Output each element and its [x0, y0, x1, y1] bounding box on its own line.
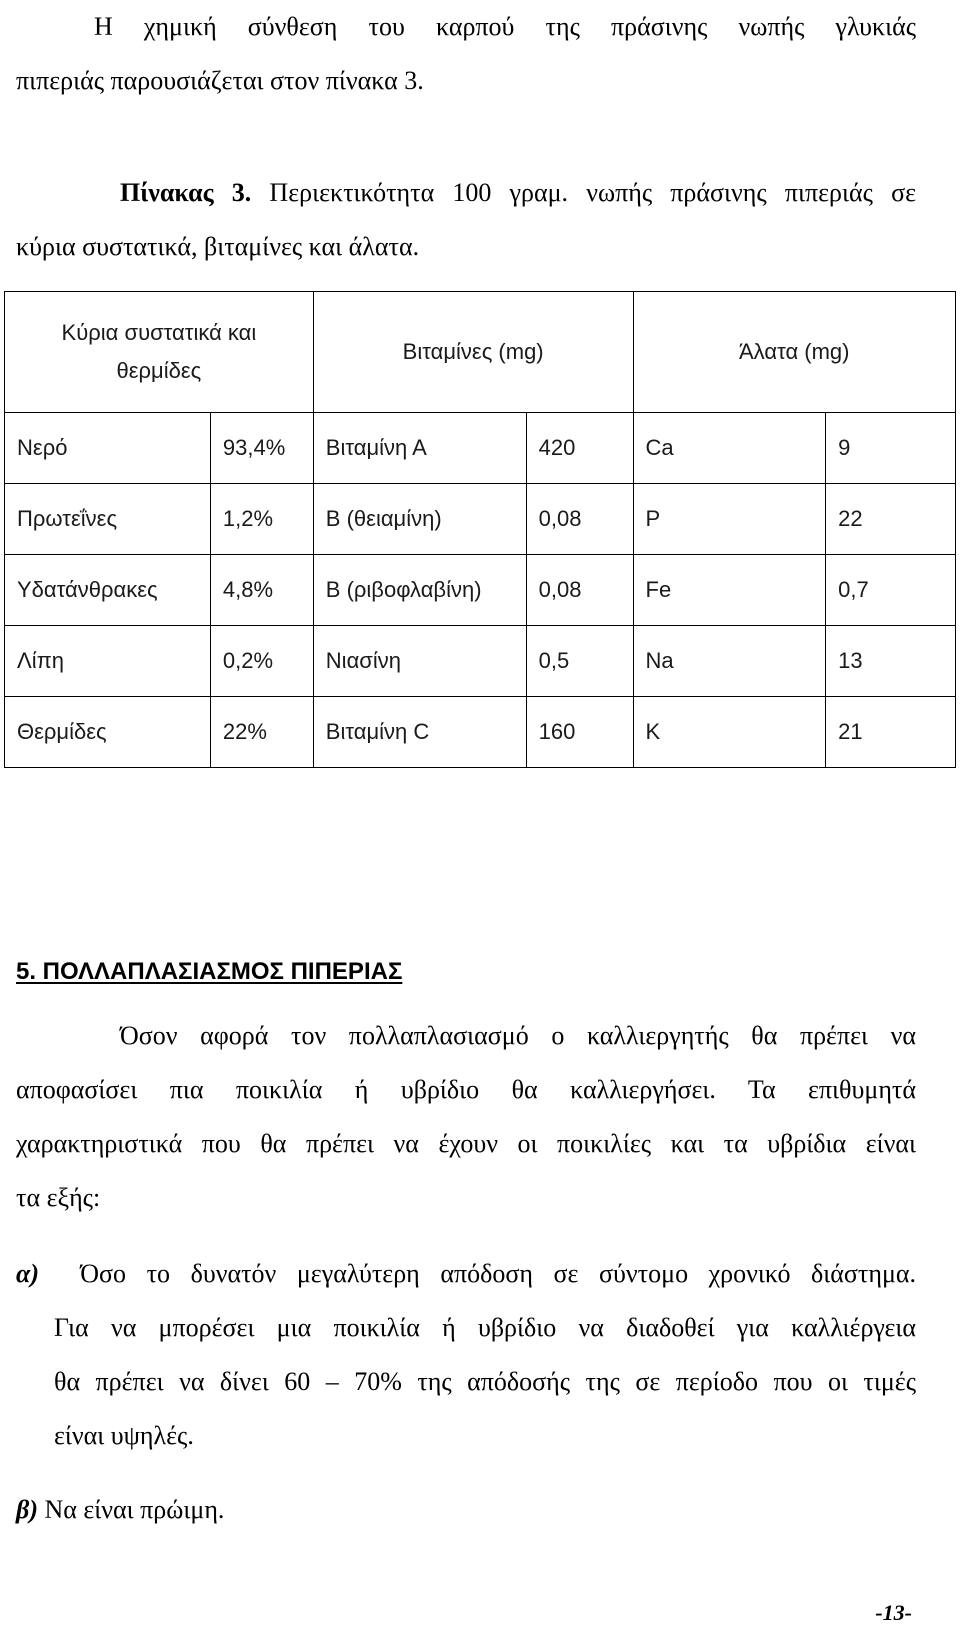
- header-main-line-1: Κύρια συστατικά και: [61, 320, 257, 345]
- cell-mineral-value: 21: [826, 697, 956, 768]
- caption-label: Πίνακας 3.: [120, 178, 252, 207]
- cell-mineral: K: [633, 697, 826, 768]
- cell-mineral-value: 0,7: [826, 555, 956, 626]
- cell-mineral: Ca: [633, 413, 826, 484]
- cell-name: Πρωτεΐνες: [5, 484, 211, 555]
- cell-vitamin: Νιασίνη: [313, 626, 526, 697]
- caption-line-1: [16, 166, 916, 220]
- cell-name: Θερμίδες: [5, 697, 211, 768]
- cell-vitamin: Β (ριβοφλαβίνη): [313, 555, 526, 626]
- para-line-4: τα εξής:: [16, 1183, 101, 1212]
- cell-value: 1,2%: [210, 484, 313, 555]
- item-a-line-4: είναι υψηλές.: [54, 1421, 194, 1450]
- intro-line-2: πιπεριάς παρουσιάζεται στον πίνακα 3.: [16, 66, 424, 95]
- item-a-label: α): [16, 1259, 40, 1288]
- para-line-3: χαρακτηριστικά που θα πρέπει να έχουν οι ποικιλίες και τα υβρίδια είναι: [16, 1129, 916, 1158]
- cell-mineral: P: [633, 484, 826, 555]
- section-heading: 5. ΠΟΛΛΑΠΛΑΣΙΑΣΜΟΣ ΠΙΠΕΡΙΑΣ: [16, 958, 403, 985]
- cell-vitamin-value: 420: [526, 413, 633, 484]
- nutrition-table: [4, 291, 956, 768]
- item-a-text-1: Όσο το δυνατόν μεγαλύτερη απόδοση σε σύντομο χρονικό διάστημα.: [80, 1259, 917, 1288]
- table-row: [5, 626, 956, 697]
- intro-line-1: Η χημική σύνθεση του καρπού της πράσινης νωπής γλυκιάς: [94, 12, 916, 41]
- cell-mineral: Na: [633, 626, 826, 697]
- intro-paragraph: [16, 0, 916, 108]
- cell-mineral: Fe: [633, 555, 826, 626]
- caption-text-1: Περιεκτικότητα 100 γραμ. νωπής πράσινης πιπεριάς σε: [269, 178, 916, 207]
- table-header-row: [5, 292, 956, 413]
- header-main: [5, 292, 314, 413]
- cell-vitamin-value: 160: [526, 697, 633, 768]
- cell-mineral-value: 22: [826, 484, 956, 555]
- table-row: [5, 484, 956, 555]
- section-paragraph: [16, 1009, 916, 1225]
- list-item-b: [16, 1483, 916, 1537]
- header-minerals: Άλατα (mg): [633, 292, 955, 413]
- cell-vitamin: Βιταμίνη C: [313, 697, 526, 768]
- cell-value: 4,8%: [210, 555, 313, 626]
- item-b-text: Να είναι πρώιμη.: [44, 1495, 225, 1524]
- page-number: -13-: [875, 1600, 912, 1625]
- cell-value: 22%: [210, 697, 313, 768]
- caption-line-2: κύρια συστατικά, βιταμίνες και άλατα.: [16, 232, 420, 261]
- cell-vitamin-value: 0,08: [526, 484, 633, 555]
- para-line-2: αποφασίσει πια ποικιλία ή υβρίδιο θα καλλιεργήσει. Τα επιθυμητά: [16, 1075, 916, 1104]
- item-a-line-1: [16, 1247, 916, 1301]
- item-b-label: β): [16, 1495, 38, 1524]
- cell-vitamin: Βιταμίνη Α: [313, 413, 526, 484]
- cell-name: Υδατάνθρακες: [5, 555, 211, 626]
- cell-mineral-value: 13: [826, 626, 956, 697]
- cell-vitamin-value: 0,5: [526, 626, 633, 697]
- cell-name: Λίπη: [5, 626, 211, 697]
- item-b-line: [16, 1483, 916, 1537]
- item-a-line-3: θα πρέπει να δίνει 60 – 70% της απόδοσής της σε περίοδο που οι τιμές: [54, 1367, 916, 1396]
- cell-name: Νερό: [5, 413, 211, 484]
- cell-mineral-value: 9: [826, 413, 956, 484]
- item-a-line-2: Για να μπορέσει μια ποικιλία ή υβρίδιο να διαδοθεί για καλλιέργεια: [54, 1313, 916, 1342]
- header-main-line-2: θερμίδες: [116, 358, 202, 383]
- table-row: [5, 413, 956, 484]
- list-item-a: [16, 1247, 916, 1463]
- cell-value: 93,4%: [210, 413, 313, 484]
- para-line-1: Όσον αφορά τον πολλαπλασιασμό ο καλλιεργητής θα πρέπει να: [120, 1021, 916, 1050]
- table-row: [5, 555, 956, 626]
- cell-vitamin: Β (θειαμίνη): [313, 484, 526, 555]
- header-vitamins: Βιταμίνες (mg): [313, 292, 633, 413]
- table-row: [5, 697, 956, 768]
- table-caption: [16, 166, 916, 274]
- cell-value: 0,2%: [210, 626, 313, 697]
- cell-vitamin-value: 0,08: [526, 555, 633, 626]
